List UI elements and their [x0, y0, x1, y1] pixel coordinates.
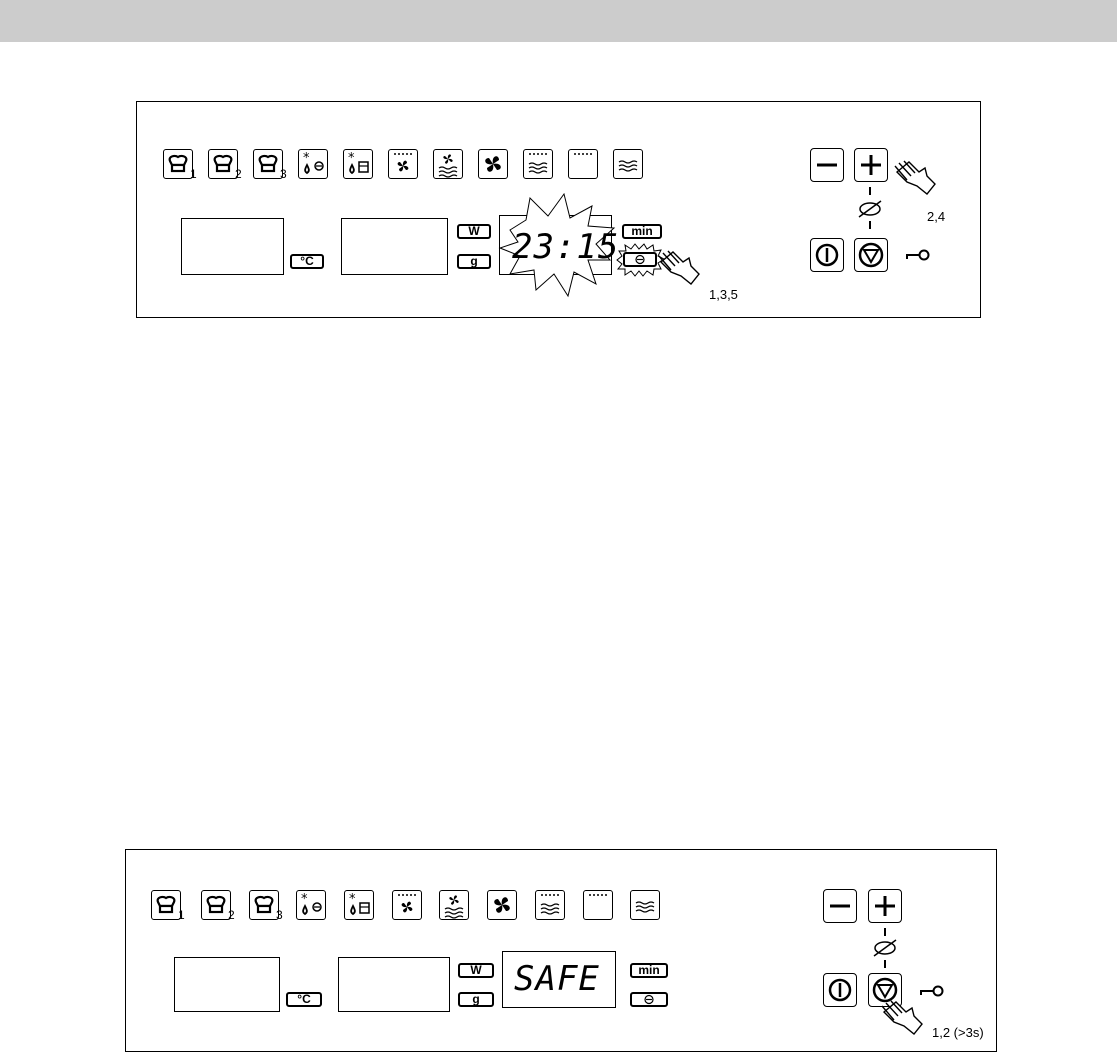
reset-combination-icon	[870, 926, 900, 970]
bottom-heat-icon[interactable]	[613, 149, 643, 179]
oven-control-panel-bottom	[125, 849, 997, 1052]
step-label-clock: 1,3,5	[709, 287, 738, 302]
reset-combination-icon	[855, 185, 885, 233]
stop-button[interactable]	[854, 238, 888, 272]
power-button[interactable]	[810, 238, 844, 272]
program-1-subscript: 1	[190, 167, 197, 181]
program-2-icon[interactable]	[208, 149, 242, 181]
gram-label: g	[457, 254, 491, 269]
plus-button[interactable]	[868, 889, 902, 923]
power-button[interactable]	[823, 973, 857, 1007]
pointing-hand-icon-plus	[889, 160, 943, 216]
watt-label: W	[458, 963, 494, 978]
celsius-label: °C	[286, 992, 322, 1007]
minus-button[interactable]	[810, 148, 844, 182]
defrost-time-icon[interactable]	[298, 149, 328, 179]
min-label: min	[630, 963, 668, 978]
time-readout: 23:15	[512, 227, 620, 267]
fan-grill-icon[interactable]	[388, 149, 418, 179]
program-2-subscript: 2	[235, 167, 242, 181]
program-3-icon[interactable]	[249, 890, 283, 922]
step-label-stop: 1,2 (>3s)	[932, 1025, 984, 1040]
fan-icon[interactable]	[478, 149, 508, 179]
temperature-display	[181, 218, 284, 275]
program-1-subscript: 1	[178, 908, 185, 922]
program-1-icon[interactable]	[163, 149, 197, 181]
header-bar	[0, 0, 1117, 42]
celsius-label: °C	[290, 254, 324, 269]
program-3-icon[interactable]	[253, 149, 287, 181]
defrost-time-icon[interactable]	[296, 890, 326, 920]
defrost-weight-icon[interactable]	[344, 890, 374, 920]
svg-text:*: *	[348, 151, 355, 166]
pointing-hand-icon-stop	[878, 1000, 930, 1052]
program-2-icon[interactable]	[201, 890, 235, 922]
gram-label: g	[458, 992, 494, 1007]
key-lock-icon	[916, 984, 946, 998]
power-weight-display	[338, 957, 450, 1012]
svg-text:*: *	[301, 892, 308, 907]
program-3-subscript: 3	[276, 908, 283, 922]
bottom-heat-icon[interactable]	[630, 890, 660, 920]
svg-text:*: *	[349, 892, 356, 907]
clock-button[interactable]	[630, 992, 668, 1007]
clock-button[interactable]	[623, 252, 657, 267]
pointing-hand-icon	[655, 250, 707, 298]
top-bottom-heat-icon[interactable]	[523, 149, 553, 179]
fan-bottom-heat-icon[interactable]	[439, 890, 469, 920]
top-heat-icon[interactable]	[583, 890, 613, 920]
program-2-subscript: 2	[228, 908, 235, 922]
plus-button[interactable]	[854, 148, 888, 182]
key-lock-icon	[902, 248, 932, 262]
watt-label: W	[457, 224, 491, 239]
fan-bottom-heat-icon[interactable]	[433, 149, 463, 179]
safe-readout: SAFE	[514, 959, 600, 999]
temperature-display	[174, 957, 280, 1012]
top-bottom-heat-icon[interactable]	[535, 890, 565, 920]
minus-button[interactable]	[823, 889, 857, 923]
oven-control-panel-top	[136, 101, 981, 318]
fan-icon[interactable]	[487, 890, 517, 920]
program-3-subscript: 3	[280, 167, 287, 181]
program-1-icon[interactable]	[151, 890, 185, 922]
top-heat-icon[interactable]	[568, 149, 598, 179]
svg-text:*: *	[303, 151, 310, 166]
fan-grill-icon[interactable]	[392, 890, 422, 920]
step-label-plus: 2,4	[927, 209, 946, 224]
power-weight-display	[341, 218, 448, 275]
min-label: min	[622, 224, 662, 239]
defrost-weight-icon[interactable]	[343, 149, 373, 179]
